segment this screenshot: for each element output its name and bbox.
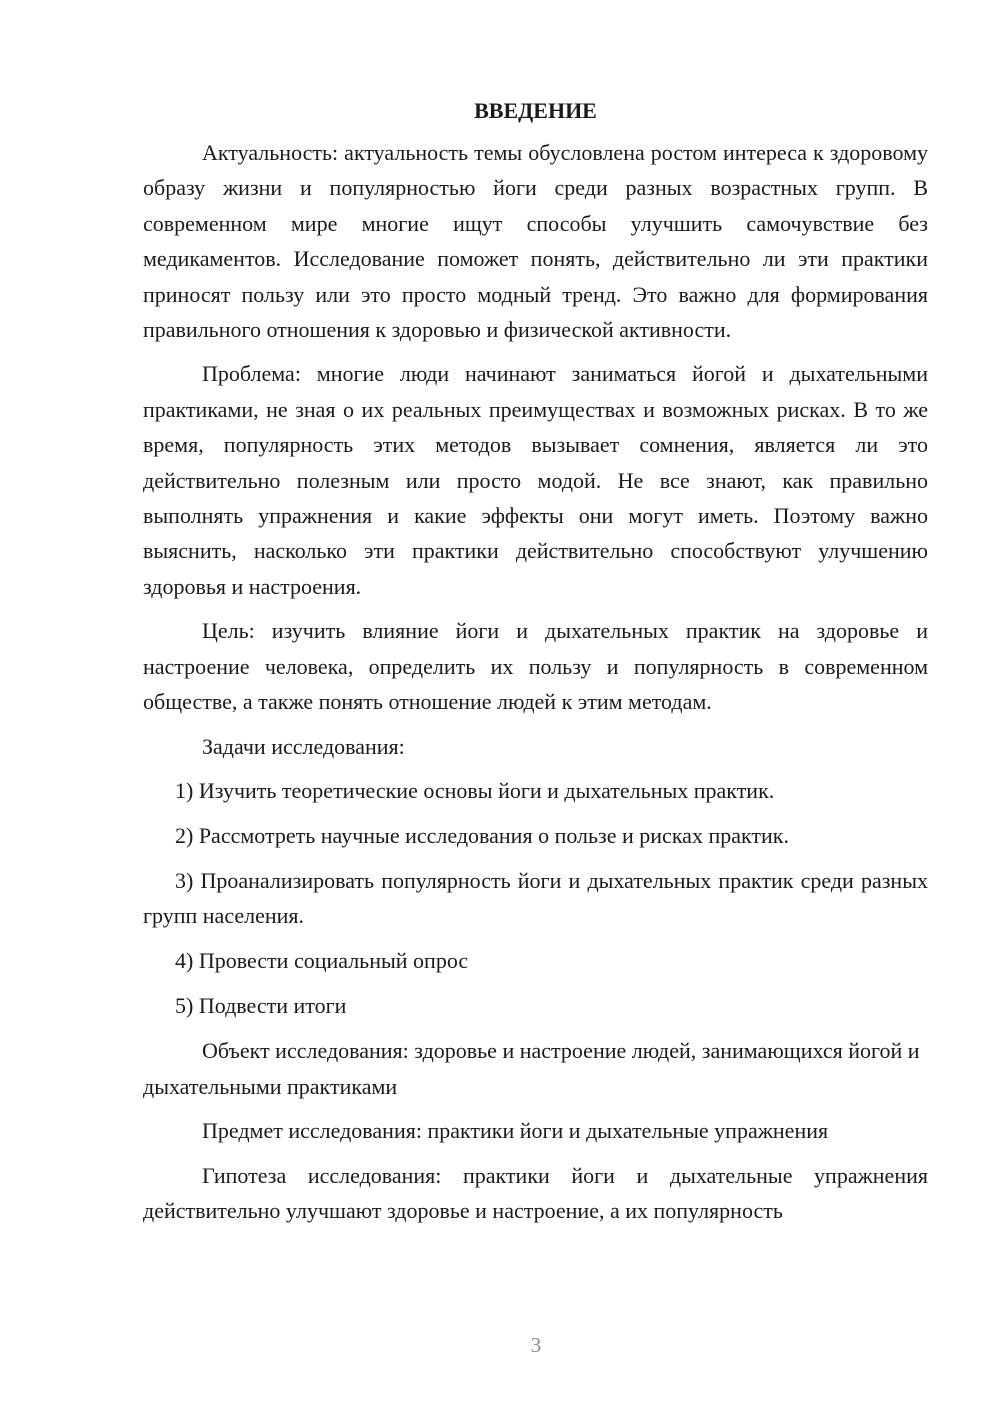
task-item-1: 1) Изучить теоретические основы йоги и дыхательных практик. — [175, 777, 775, 803]
object-paragraph: Объект исследования: здоровье и настроение людей, занимающихся йогой и дыхательными практиками — [143, 1038, 920, 1099]
page-title: ВВЕДЕНИЕ — [474, 98, 597, 123]
task-item-2: 2) Рассмотреть научные исследования о пользе и рисках практик. — [175, 822, 789, 848]
task-item-5: 5) Подвести итоги — [175, 993, 347, 1019]
task-item-3: 3) Проанализировать популярность йоги и дыхательных практик среди разных групп населения. — [143, 867, 928, 929]
hypothesis-paragraph: Гипотеза исследования: практики йоги и дыхательные упражнения действительно улучшают здоровье и настроение, а их популярность — [143, 1162, 928, 1223]
relevance-paragraph: Актуальность: актуальность темы обусловлена ростом интереса к здоровому образу жизни и популярностью йоги среди разных возрастных групп. В современном мире многие ищут способы улучшить самочувствие без медикаментов. Исследование поможет понять, действительно ли эти практики приносят пользу или это просто модный тренд. Это важно для формирования правильного отношения к здоровью и физической активности. — [143, 140, 928, 343]
task-item-4: 4) Провести социальный опрос — [175, 948, 469, 974]
tasks-title: Задачи исследования: — [202, 733, 405, 759]
page-number: 3 — [530, 1333, 542, 1357]
document-page — [143, 96, 928, 1237]
subject-paragraph: Предмет исследования: практики йоги и дыхательные упражнения — [202, 1118, 829, 1144]
goal-paragraph: Цель: изучить влияние йоги и дыхательных практик на здоровье и настроение человека, определить их пользу и популярность в современном обществе, а также понять отношение людей к этим методам. — [143, 618, 928, 715]
problem-paragraph: Проблема: многие люди начинают заниматься йогой и дыхательными практиками, не зная о их реальных преимуществах и возможных рисках. В то же время, популярность этих методов вызывает сомнения, является ли это действительно полезным или просто модой. Не все знают, как правильно выполнять упражнения и какие эффекты они могут иметь. Поэтому важно выяснить, насколько эти практики действительно способствуют улучшению здоровья и настроения. — [143, 361, 928, 599]
